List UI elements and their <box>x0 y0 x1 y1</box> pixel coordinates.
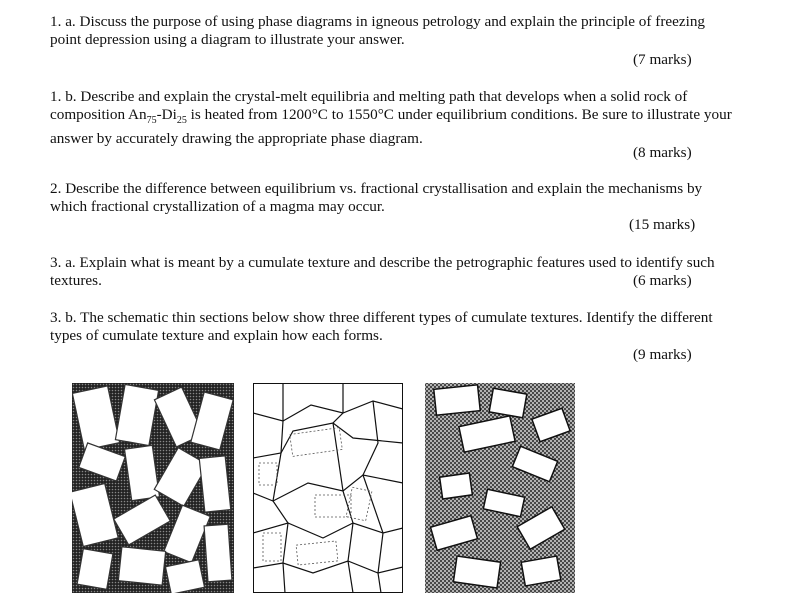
question-1b: 1. b. Describe and explain the crystal-melt equilibria and melting path that develops when a solid rock of composition $An_{75}-Di_{25}$ is heated from 1200°C to 1550°C under equilibrium conditions. Be sure to illustrate your answer by accurately drawing the appropriate phase diagram. <box>50 88 732 148</box>
question-3b: 3. b. The schematic thin sections below show three different types of cumulate textures. Identify the different types of cumulate texture and explain how each forms. <box>50 309 713 344</box>
thin-section-1 <box>72 383 234 593</box>
marks-3a: (6 marks) <box>633 272 692 289</box>
marks-2: (15 marks) <box>629 216 696 233</box>
thin-section-3 <box>425 383 575 593</box>
question-3a: 3. a. Explain what is meant by a cumulate texture and describe the petrographic features used to identify such textures. <box>50 254 715 289</box>
question-1a: 1. a. Discuss the purpose of using phase diagrams in igneous petrology and explain the principle of freezing point depression using a diagram to illustrate your answer. <box>50 13 706 48</box>
thin-section-2 <box>253 383 403 593</box>
marks-1b: (8 marks) <box>633 144 692 161</box>
marks-3b: (9 marks) <box>633 346 692 363</box>
question-2: 2. Describe the difference between equilibrium vs. fractional crystallisation and explain the mechanisms by which fractional crystallization of a magma may occur. <box>50 180 703 215</box>
marks-1a: (7 marks) <box>633 51 692 68</box>
